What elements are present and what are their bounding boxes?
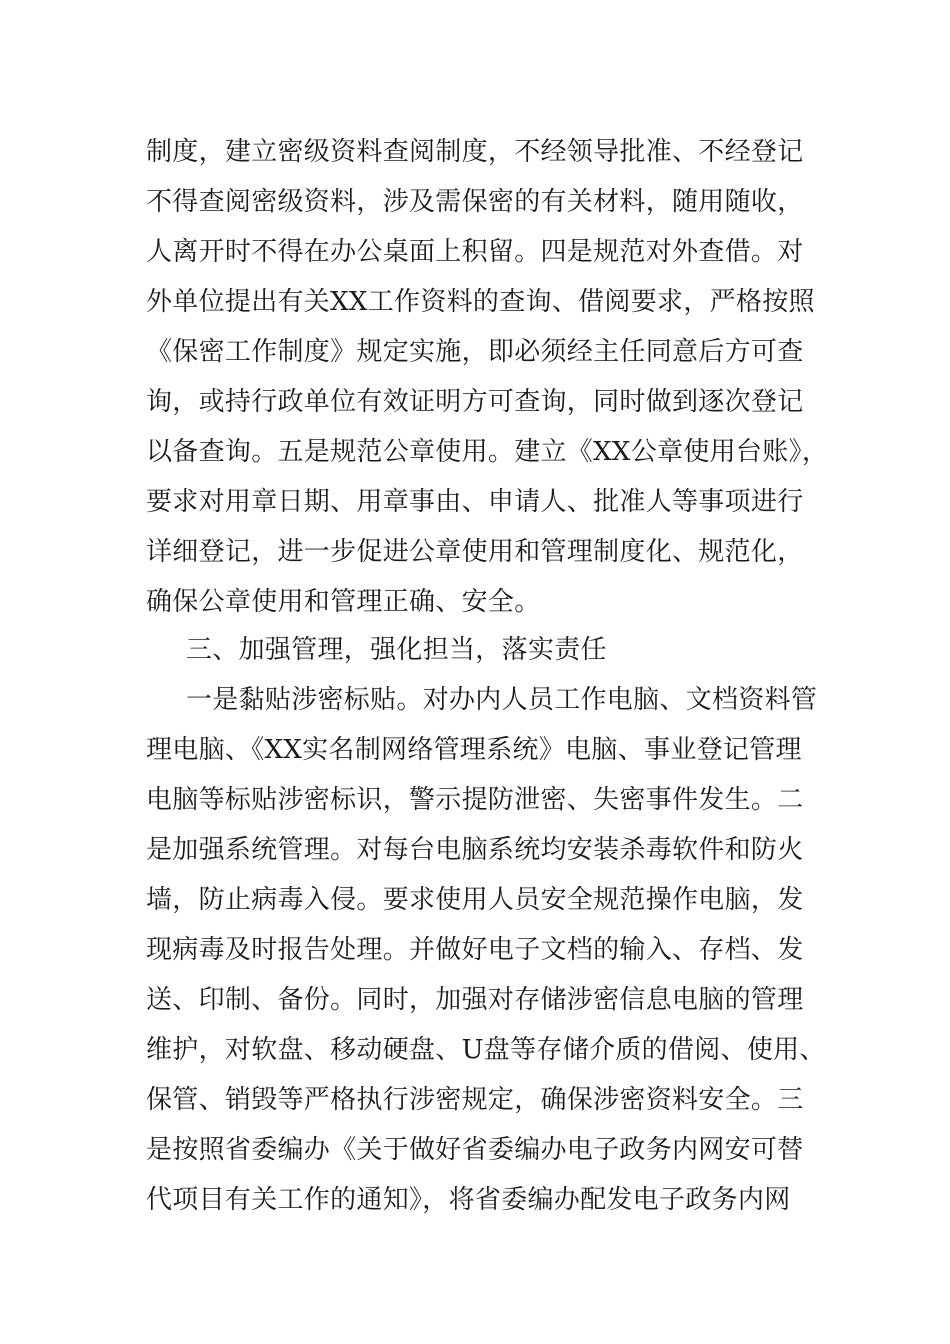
text-line: 是按照省委编办《关于做好省委编办电子政务内网安可替 [146, 1135, 804, 1165]
text-line: 现病毒及时报告处理。并做好电子文档的输入、存档、发 [146, 935, 804, 965]
text-line: 一是黏贴涉密标贴。对办内人员工作电脑、文档资料管 [186, 685, 818, 715]
text-line: 维护，对软盘、移动硬盘、U盘等存储介质的借阅、使用、 [146, 1035, 826, 1065]
text-line: 确保公章使用和管理正确、安全。 [146, 587, 541, 617]
text-line: 询，或持行政单位有效证明方可查询，同时做到逐次登记 [146, 387, 804, 417]
text-line: 保管、销毁等严格执行涉密规定，确保涉密资料安全。三 [146, 1085, 804, 1115]
section-heading: 三、加强管理，强化担当，落实责任 [186, 635, 607, 665]
text-line: 制度，建立密级资料查阅制度，不经领导批准、不经登记 [146, 137, 804, 167]
text-line: 要求对用章日期、用章事由、申请人、批准人等事项进行 [146, 487, 804, 517]
text-line: 《保密工作制度》规定实施，即必须经主任同意后方可查 [146, 337, 804, 367]
text-line: 外单位提出有关XX工作资料的查询、借阅要求，严格按照 [146, 287, 815, 317]
text-line: 电脑等标贴涉密标识，警示提防泄密、失密事件发生。二 [146, 785, 804, 815]
text-line: 详细登记，进一步促进公章使用和管理制度化、规范化， [146, 537, 804, 567]
text-line: 是加强系统管理。对每台电脑系统均安装杀毒软件和防火 [146, 835, 804, 865]
text-line: 代项目有关工作的通知》，将省委编办配发电子政务内网 [146, 1185, 791, 1215]
text-line: 理电脑、《XX实名制网络管理系统》电脑、事业登记管理 [146, 735, 802, 765]
text-line: 墙，防止病毒入侵。要求使用人员安全规范操作电脑，发 [146, 885, 804, 915]
text-line: 送、印制、备份。同时，加强对存储涉密信息电脑的管理 [146, 985, 804, 1015]
text-line: 人离开时不得在办公桌面上积留。四是规范对外查借。对 [146, 237, 804, 267]
text-line: 以备查询。五是规范公章使用。建立《XX公章使用台账》， [146, 437, 829, 467]
text-line: 不得查阅密级资料，涉及需保密的有关材料，随用随收， [146, 187, 804, 217]
